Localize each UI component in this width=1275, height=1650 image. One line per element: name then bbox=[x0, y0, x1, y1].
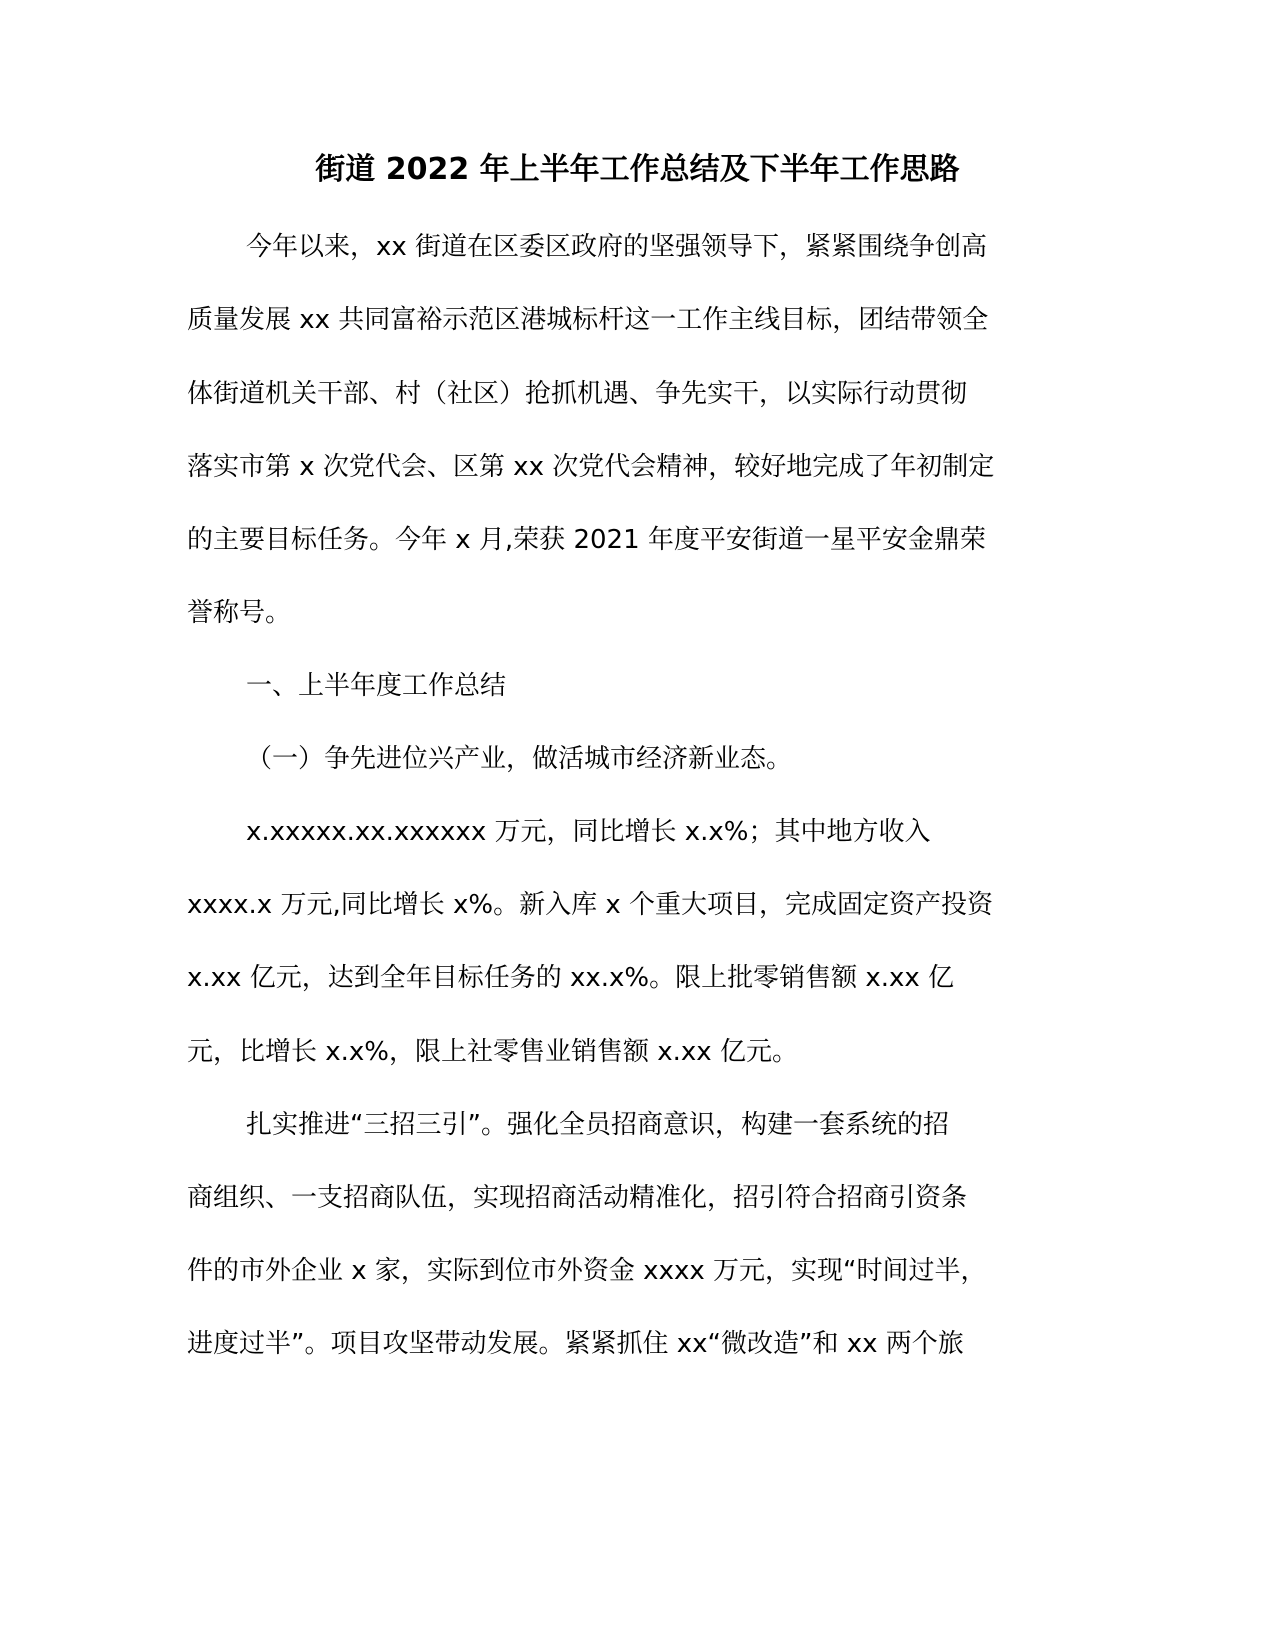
paragraph-line: x.xx 亿元，达到全年目标任务的 xx.x%。限上批零销售额 x.xx 亿 bbox=[187, 963, 955, 993]
subsection-heading: （一）争先进位兴产业，做活城市经济新业态。 bbox=[246, 744, 793, 774]
paragraph-line: 件的市外企业 x 家，实际到位市外资金 xxxx 万元，实现“时间过半， bbox=[187, 1256, 987, 1286]
paragraph-line: 元，比增长 x.x%，限上社零售业销售额 x.xx 亿元。 bbox=[187, 1037, 798, 1067]
paragraph-line: 扎实推进“三招三引”。强化全员招商意识，构建一套系统的招 bbox=[246, 1110, 949, 1140]
section-heading: 一、上半年度工作总结 bbox=[246, 671, 507, 701]
document-title: 街道 2022 年上半年工作总结及下半年工作思路 bbox=[315, 152, 960, 187]
paragraph-line: 进度过半”。项目攻坚带动发展。紧紧抓住 xx“微改造”和 xx 两个旅 bbox=[187, 1329, 964, 1359]
paragraph-line: 落实市第 x 次党代会、区第 xx 次党代会精神，较好地完成了年初制定 bbox=[187, 452, 995, 482]
paragraph-line: 誉称号。 bbox=[187, 598, 292, 628]
paragraph-line: 体街道机关干部、村（社区）抢抓机遇、争先实干，以实际行动贯彻 bbox=[187, 379, 968, 409]
paragraph-line: xxxx.x 万元,同比增长 x%。新入库 x 个重大项目，完成固定资产投资 bbox=[187, 890, 994, 920]
paragraph-line: 商组织、一支招商队伍，实现招商活动精准化，招引符合招商引资条 bbox=[187, 1183, 968, 1213]
paragraph-line: 的主要目标任务。今年 x 月,荣获 2021 年度平安街道一星平安金鼎荣 bbox=[187, 525, 986, 555]
paragraph-line: 今年以来，xx 街道在区委区政府的坚强领导下，紧紧围绕争创高 bbox=[246, 232, 988, 262]
paragraph-line: x.xxxxx.xx.xxxxxx 万元，同比增长 x.x%；其中地方收入 bbox=[246, 817, 931, 847]
paragraph-line: 质量发展 xx 共同富裕示范区港城标杆这一工作主线目标，团结带领全 bbox=[187, 305, 989, 335]
